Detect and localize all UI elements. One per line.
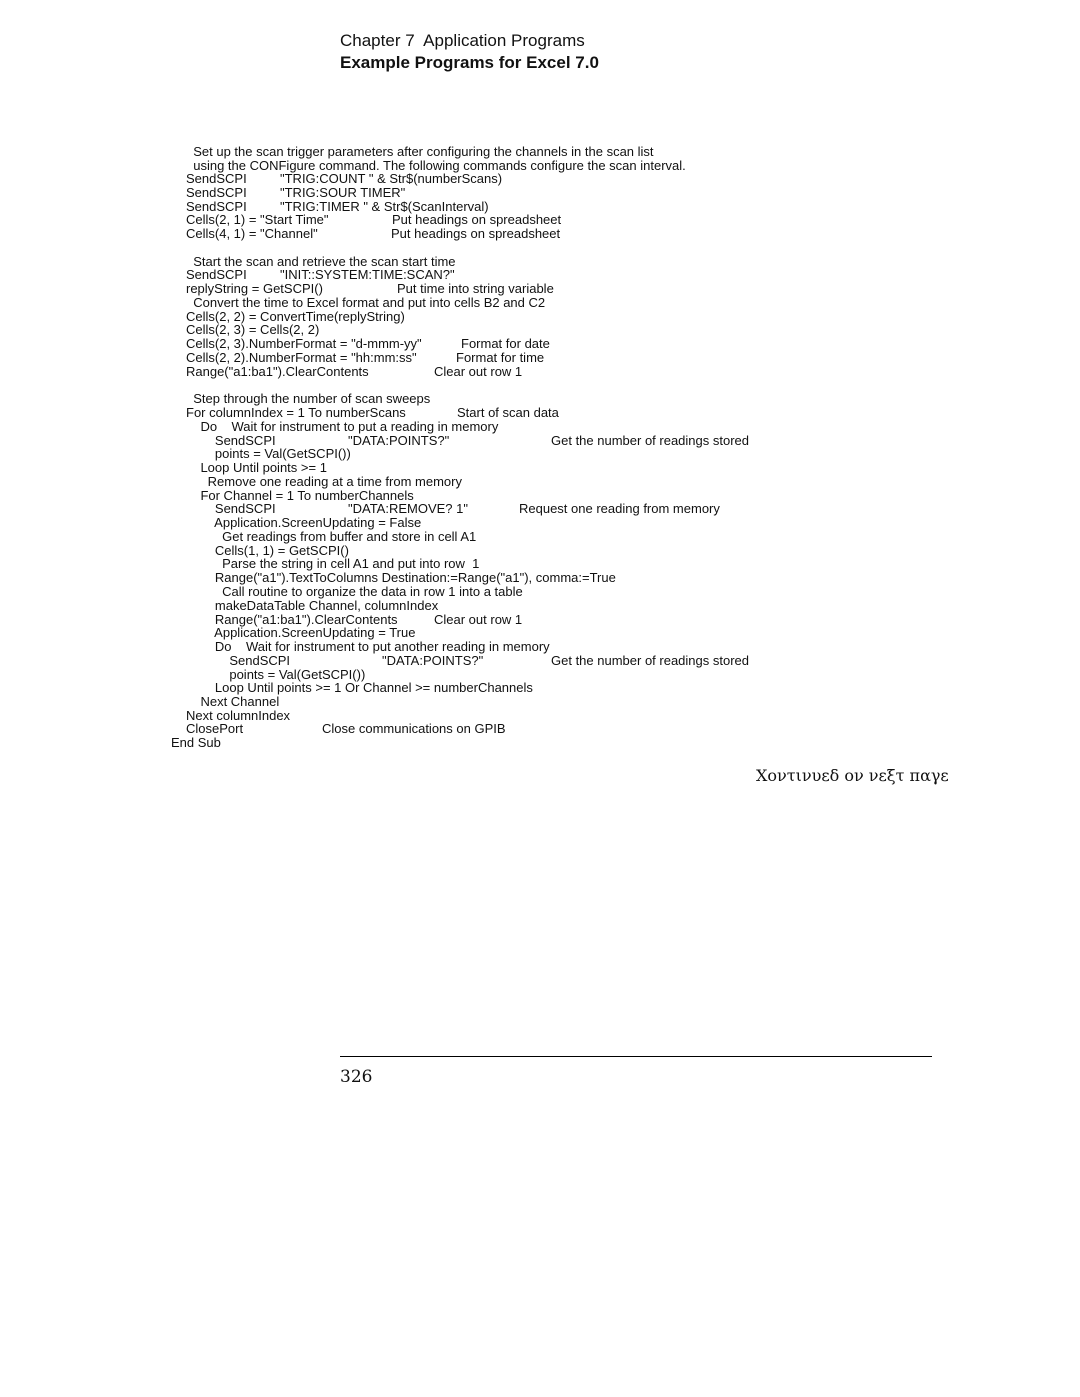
- code-line: [0, 447, 1080, 461]
- code-line: [0, 282, 1080, 296]
- code-line: [0, 241, 1080, 255]
- code-comment: Clear out row 1: [434, 612, 523, 627]
- code-line: [0, 461, 1080, 475]
- code-comment: Put headings on spreadsheet: [391, 226, 561, 241]
- code-line: [0, 145, 1080, 159]
- code-line: [0, 159, 1080, 173]
- code-text: Cells(2, 3).NumberFormat = "d-mmm-yy": [186, 336, 422, 351]
- code-text: using the CONFigure command. The following commands configure the scan interval.: [186, 158, 686, 173]
- code-text: Application.ScreenUpdating = False: [186, 515, 422, 530]
- code-comment: "TRIG:SOUR TIMER": [280, 185, 406, 200]
- code-comment: Format for date: [461, 336, 550, 351]
- code-comment: Put headings on spreadsheet: [392, 212, 562, 227]
- code-comment: "TRIG:TIMER " & Str$(ScanInterval): [280, 199, 489, 214]
- code-comment: Clear out row 1: [434, 364, 523, 379]
- code-line: [0, 255, 1080, 269]
- code-line: [0, 392, 1080, 406]
- code-text: SendSCPI: [186, 267, 247, 282]
- code-text: Cells(2, 1) = "Start Time": [186, 212, 329, 227]
- code-line: [0, 323, 1080, 337]
- code-comment: Start of scan data: [457, 405, 559, 420]
- code-line: [0, 502, 1080, 516]
- code-text: Cells(4, 1) = "Channel": [186, 226, 318, 241]
- code-text: Start the scan and retrieve the scan start time: [186, 254, 456, 269]
- code-line: [0, 709, 1080, 723]
- code-text: Get readings from buffer and store in cell A1: [186, 529, 477, 544]
- code-text: For columnIndex = 1 To numberScans: [186, 405, 406, 420]
- code-comment: "TRIG:COUNT " & Str$(numberScans): [280, 171, 503, 186]
- code-text: Do Wait for instrument to put another reading in memory: [186, 639, 550, 654]
- code-line: [0, 571, 1080, 585]
- code-line: [0, 585, 1080, 599]
- code-text: replyString = GetSCPI(): [186, 281, 323, 296]
- code-line: [0, 351, 1080, 365]
- code-comment: Format for time: [456, 350, 545, 365]
- code-text: Remove one reading at a time from memory: [186, 474, 462, 489]
- page-number: 326: [340, 1067, 373, 1087]
- code-line: [0, 406, 1080, 420]
- code-line: [0, 227, 1080, 241]
- code-line: [0, 213, 1080, 227]
- code-text: Cells(2, 2).NumberFormat = "hh:mm:ss": [186, 350, 417, 365]
- code-line: [0, 310, 1080, 324]
- code-text: SendSCPI: [186, 433, 276, 448]
- code-line: [0, 475, 1080, 489]
- code-comment: Put time into string variable: [397, 281, 554, 296]
- code-line: [0, 681, 1080, 695]
- code-line: [0, 613, 1080, 627]
- code-text: Set up the scan trigger parameters after configuring the channels in the scan list: [186, 144, 654, 159]
- code-line: [0, 365, 1080, 379]
- code-line: [0, 296, 1080, 310]
- code-line: [0, 516, 1080, 530]
- code-text: SendSCPI: [186, 185, 247, 200]
- code-text: Convert the time to Excel format and put into cells B2 and C2: [186, 295, 546, 310]
- code-line: [0, 379, 1080, 393]
- code-text: Call routine to organize the data in row 1 into a table: [186, 584, 523, 599]
- code-line: [0, 626, 1080, 640]
- running-header-chapter: Chapter 7 Application Programs: [340, 31, 585, 50]
- code-line: [0, 544, 1080, 558]
- code-line: [0, 557, 1080, 571]
- running-header-section: Example Programs for Excel 7.0: [340, 53, 599, 72]
- code-text: Loop Until points >= 1 Or Channel >= numberChannels: [186, 680, 533, 695]
- code-text: points = Val(GetSCPI()): [186, 446, 351, 461]
- continued-note: Χοντινυεδ ον νεξτ παγε: [756, 766, 949, 785]
- code-line: [0, 722, 1080, 736]
- code-text: Cells(2, 2) = ConvertTime(replyString): [186, 309, 405, 324]
- code-text: makeDataTable Channel, columnIndex: [186, 598, 439, 613]
- code-text: End Sub: [171, 735, 221, 750]
- code-text: SendSCPI: [186, 171, 247, 186]
- code-comment: Get the number of readings stored: [551, 433, 750, 448]
- code-line: [0, 736, 1080, 750]
- code-line: [0, 420, 1080, 434]
- code-text: Next Channel: [186, 694, 280, 709]
- code-comment: Request one reading from memory: [519, 501, 720, 516]
- code-line: [0, 695, 1080, 709]
- code-comment: "DATA:REMOVE? 1": [348, 501, 468, 516]
- code-line: [0, 530, 1080, 544]
- code-line: [0, 640, 1080, 654]
- code-line: [0, 172, 1080, 186]
- code-text: Loop Until points >= 1: [186, 460, 327, 475]
- code-comment: "DATA:POINTS?": [348, 433, 450, 448]
- code-line: [0, 599, 1080, 613]
- code-comment: Get the number of readings stored: [551, 653, 750, 668]
- code-comment: "DATA:POINTS?": [382, 653, 484, 668]
- code-line: [0, 434, 1080, 448]
- code-text: points = Val(GetSCPI()): [186, 667, 366, 682]
- code-text: Application.ScreenUpdating = True: [186, 625, 416, 640]
- code-line: [0, 186, 1080, 200]
- code-text: For Channel = 1 To numberChannels: [186, 488, 414, 503]
- code-text: Range("a1").TextToColumns Destination:=Range("a1"), comma:=True: [186, 570, 616, 585]
- code-line: [0, 668, 1080, 682]
- code-text: Cells(1, 1) = GetSCPI(): [186, 543, 349, 558]
- code-line: [0, 268, 1080, 282]
- code-text: SendSCPI: [186, 653, 291, 668]
- code-text: Range("a1:ba1").ClearContents: [186, 364, 369, 379]
- code-comment: Close communications on GPIB: [322, 721, 506, 736]
- footer-rule: [340, 1056, 932, 1057]
- code-text: Step through the number of scan sweeps: [186, 391, 431, 406]
- code-text: SendSCPI: [186, 501, 276, 516]
- code-text: Cells(2, 3) = Cells(2, 2): [186, 322, 320, 337]
- code-text: Next columnIndex: [186, 708, 291, 723]
- code-text: Do Wait for instrument to put a reading in memory: [186, 419, 499, 434]
- code-line: [0, 337, 1080, 351]
- code-text: Range("a1:ba1").ClearContents: [186, 612, 398, 627]
- code-text: Parse the string in cell A1 and put into row 1: [186, 556, 480, 571]
- code-text: ClosePort: [186, 721, 244, 736]
- code-text: SendSCPI: [186, 199, 247, 214]
- code-line: [0, 654, 1080, 668]
- code-comment: "INIT::SYSTEM:TIME:SCAN?": [280, 267, 455, 282]
